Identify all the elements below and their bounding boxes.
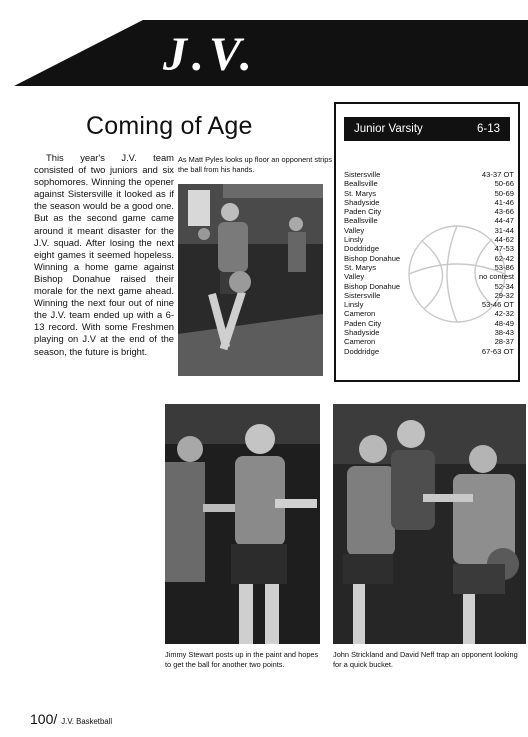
game-score: 52-34 [494, 281, 514, 291]
game-result-row [344, 226, 514, 235]
caption-top: As Matt Pyles looks up floor an opponent strips the ball from his hands. [178, 155, 333, 174]
game-opponent: Doddridge [344, 244, 380, 254]
game-score: 50-69 [494, 188, 514, 198]
game-opponent: Doddridge [344, 346, 380, 356]
game-result-row [344, 207, 514, 216]
game-opponent: Shadyside [344, 328, 380, 338]
game-score: 38-43 [494, 328, 514, 338]
photo-jimmy-stewart [165, 404, 320, 644]
game-opponent: Paden City [344, 318, 382, 328]
game-result-row [344, 189, 514, 198]
game-score: 41-46 [494, 197, 514, 207]
game-result-row [344, 179, 514, 188]
game-result-row [344, 216, 514, 225]
game-opponent: Sistersville [344, 170, 381, 179]
game-score: 50-66 [494, 179, 514, 189]
game-opponent: Valley [344, 225, 365, 235]
game-score: 67-63 OT [481, 346, 514, 356]
game-opponent: Valley [344, 272, 365, 282]
game-opponent: Beallsville [344, 179, 378, 189]
game-result-row [344, 170, 514, 179]
caption-bottom-left: Jimmy Stewart posts up in the paint and hopes to get the ball for another two points. [165, 650, 319, 669]
game-opponent: St. Marys [344, 188, 377, 198]
game-score: no contest [478, 272, 514, 282]
intro-paragraph: This year's J.V. team consisted of two juniors and six sophomores. Winning the opener against Sistersville it looked as if the season would be a good one. But as the second game came around it meant disaster for the J.V. squad. After losing the next eight games it seemed hopeless. Winning a home game against Bishop Donahue raised their morale for the next game ahead. Winning the next four out of nine the J.V. team ended up with a 6-13 record. With some Freshmen playing on J.V at the end of the season, the future is bright. [34, 152, 174, 357]
game-score: 42-32 [494, 309, 514, 319]
game-result-row [344, 337, 514, 346]
photo-strickland-neff [333, 404, 526, 644]
game-result-row [344, 235, 514, 244]
game-result-row [344, 272, 514, 281]
photo-matt-pyles [178, 184, 323, 376]
game-result-row [344, 282, 514, 291]
caption-bottom-right: John Strickland and David Neff trap an opponent looking for a quick bucket. [333, 650, 518, 669]
game-opponent: Bishop Donahue [344, 253, 401, 263]
game-results-list [344, 170, 514, 356]
game-result-row [344, 309, 514, 318]
game-score: 48-49 [494, 318, 514, 328]
game-score: 31-44 [494, 225, 514, 235]
section-name: J.V. Basketball [61, 717, 113, 726]
season-record: 6-13 [476, 123, 500, 135]
game-result-row [344, 263, 514, 272]
banner-title: J.V. [163, 28, 257, 81]
game-score: 53-46 OT [481, 300, 514, 310]
game-score: 47-53 [494, 244, 514, 254]
game-opponent: Linsly [344, 300, 364, 310]
game-result-row [344, 319, 514, 328]
game-result-row [344, 244, 514, 253]
game-score: 43-66 [494, 207, 514, 217]
game-opponent: Sistersville [344, 290, 381, 300]
title-banner [0, 0, 528, 100]
game-score: 62-42 [494, 253, 514, 263]
game-score: 53-86 [494, 262, 514, 272]
scoreboard-box [334, 102, 520, 382]
game-opponent: Shadyside [344, 197, 380, 207]
game-opponent: Beallsville [344, 216, 378, 226]
banner-graphic [0, 0, 528, 100]
game-score: 44-62 [494, 235, 514, 245]
game-opponent: Cameron [344, 337, 376, 347]
game-result-row [344, 198, 514, 207]
game-opponent: St. Marys [344, 262, 377, 272]
game-opponent: Paden City [344, 207, 382, 217]
game-result-row [344, 291, 514, 300]
game-opponent: Bishop Donahue [344, 281, 401, 291]
game-score: 28-37 [494, 337, 514, 347]
game-score: 43-37 OT [481, 170, 514, 179]
scoreboard-title: Junior Varsity [354, 123, 423, 135]
game-score: 44-47 [494, 216, 514, 226]
game-result-row [344, 254, 514, 263]
game-score: 29-32 [494, 290, 514, 300]
article-headline: Coming of Age [86, 112, 253, 140]
game-opponent: Cameron [344, 309, 376, 319]
game-result-row [344, 300, 514, 309]
game-result-row [344, 328, 514, 337]
scoreboard-header [344, 117, 510, 141]
footer-divider: / [53, 711, 58, 727]
game-result-row [344, 347, 514, 356]
game-opponent: Linsly [344, 235, 364, 245]
page-footer [30, 711, 112, 727]
page-number: 100 [30, 711, 54, 727]
